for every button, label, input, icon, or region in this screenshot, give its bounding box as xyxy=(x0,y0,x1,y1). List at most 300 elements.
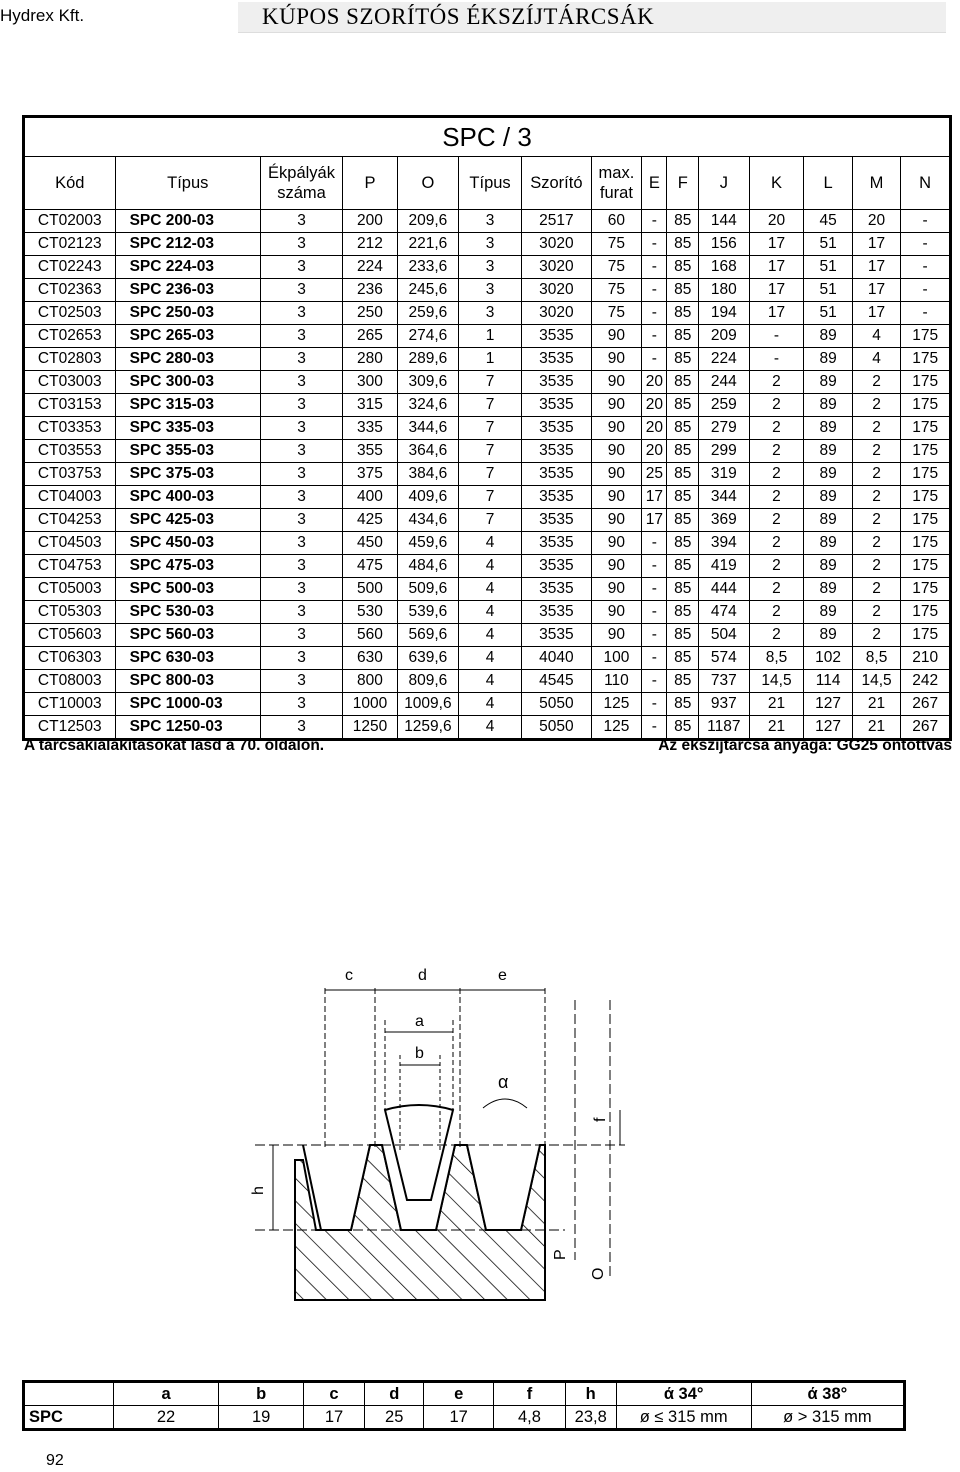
table-cell: 2 xyxy=(852,440,900,463)
table-cell: 102 xyxy=(804,647,852,670)
table-cell: 200 xyxy=(343,210,398,233)
product-code: CT02803 xyxy=(25,348,116,371)
table-cell: 2 xyxy=(749,463,804,486)
table-cell: 85 xyxy=(667,716,699,739)
table-cell: - xyxy=(901,302,950,325)
product-type: SPC 400-03 xyxy=(115,486,260,509)
table-cell: 3535 xyxy=(522,601,592,624)
table-cell: 90 xyxy=(591,532,642,555)
table-row xyxy=(25,578,950,601)
table-cell: - xyxy=(642,210,667,233)
product-code: CT06303 xyxy=(25,647,116,670)
label-e: e xyxy=(498,967,507,984)
table-cell: 444 xyxy=(699,578,750,601)
table-cell: - xyxy=(749,348,804,371)
label-h: h xyxy=(250,1186,267,1195)
table-cell: 2 xyxy=(749,440,804,463)
table-cell: 60 xyxy=(591,210,642,233)
table-cell: 1000 xyxy=(343,693,398,716)
table-cell: 85 xyxy=(667,302,699,325)
table-cell: 89 xyxy=(804,601,852,624)
table-cell: 45 xyxy=(804,210,852,233)
table-cell: 168 xyxy=(699,256,750,279)
table-cell: 2517 xyxy=(522,210,592,233)
table-cell: 85 xyxy=(667,233,699,256)
table-cell: 17 xyxy=(749,233,804,256)
table-cell: 85 xyxy=(667,601,699,624)
table-row xyxy=(25,670,950,693)
label-d: d xyxy=(418,967,427,984)
page-number: 92 xyxy=(46,1452,64,1469)
table-cell: 51 xyxy=(804,302,852,325)
table-cell: 85 xyxy=(667,371,699,394)
table-row xyxy=(25,509,950,532)
table-cell: 1250 xyxy=(343,716,398,739)
dimension-value: 17 xyxy=(303,1406,364,1429)
table-cell: 90 xyxy=(591,325,642,348)
table-cell: 17 xyxy=(852,302,900,325)
table-cell: - xyxy=(642,578,667,601)
table-cell: 85 xyxy=(667,394,699,417)
table-cell: 175 xyxy=(901,463,950,486)
table-cell: 89 xyxy=(804,532,852,555)
table-cell: - xyxy=(642,624,667,647)
table-cell: 280 xyxy=(343,348,398,371)
table-cell: 384,6 xyxy=(397,463,458,486)
column-header: Típus xyxy=(458,157,521,210)
table-group-title: SPC / 3 xyxy=(25,118,950,157)
table-row xyxy=(25,348,950,371)
table-cell: 3 xyxy=(260,371,342,394)
table-cell: 267 xyxy=(901,693,950,716)
table-cell: 175 xyxy=(901,325,950,348)
table-cell: 1259,6 xyxy=(397,716,458,739)
table-cell: 3 xyxy=(458,233,521,256)
dimension-value: 17 xyxy=(424,1406,494,1429)
product-type: SPC 315-03 xyxy=(115,394,260,417)
table-cell: 20 xyxy=(642,417,667,440)
table-cell: 175 xyxy=(901,624,950,647)
table-cell: 259 xyxy=(699,394,750,417)
product-code: CT02503 xyxy=(25,302,116,325)
table-row xyxy=(25,210,950,233)
dimension-value: 19 xyxy=(219,1406,304,1429)
table-cell: 90 xyxy=(591,440,642,463)
table-cell: 2 xyxy=(852,578,900,601)
table-cell: 7 xyxy=(458,440,521,463)
table-cell: 90 xyxy=(591,348,642,371)
product-code: CT03553 xyxy=(25,440,116,463)
table-cell: 4 xyxy=(458,555,521,578)
table-cell: 8,5 xyxy=(749,647,804,670)
table-cell: - xyxy=(642,348,667,371)
table-cell: 3020 xyxy=(522,256,592,279)
table-cell: 2 xyxy=(852,509,900,532)
dimension-header: a xyxy=(113,1383,219,1406)
table-cell: 175 xyxy=(901,371,950,394)
table-row xyxy=(25,256,950,279)
table-cell: - xyxy=(642,670,667,693)
table-cell: 175 xyxy=(901,578,950,601)
table-cell: 4 xyxy=(458,716,521,739)
dimension-value: 25 xyxy=(365,1406,424,1429)
table-cell: 3 xyxy=(260,348,342,371)
table-cell: 89 xyxy=(804,509,852,532)
dimension-header xyxy=(25,1383,114,1406)
dimension-header-row xyxy=(25,1383,904,1406)
table-cell: - xyxy=(642,233,667,256)
product-code: CT05303 xyxy=(25,601,116,624)
table-cell: 7 xyxy=(458,394,521,417)
table-cell: 175 xyxy=(901,509,950,532)
product-type: SPC 475-03 xyxy=(115,555,260,578)
dimension-header: e xyxy=(424,1383,494,1406)
table-cell: - xyxy=(642,279,667,302)
product-code: CT04503 xyxy=(25,532,116,555)
product-type: SPC 236-03 xyxy=(115,279,260,302)
table-cell: 2 xyxy=(749,486,804,509)
table-row xyxy=(25,601,950,624)
table-cell: 2 xyxy=(749,555,804,578)
groove-dimension-table xyxy=(24,1382,904,1429)
note-material: Az ékszíjtárcsa anyaga: GG25 öntöttvas xyxy=(658,737,952,754)
table-cell: 3 xyxy=(260,463,342,486)
table-cell: 1187 xyxy=(699,716,750,739)
table-cell: 125 xyxy=(591,693,642,716)
table-cell: 25 xyxy=(642,463,667,486)
table-cell: 369 xyxy=(699,509,750,532)
table-cell: 2 xyxy=(749,509,804,532)
product-code: CT02243 xyxy=(25,256,116,279)
table-cell: - xyxy=(901,279,950,302)
table-cell: 2 xyxy=(749,624,804,647)
table-cell: 89 xyxy=(804,555,852,578)
column-header: Ékpályák száma xyxy=(260,157,342,210)
table-cell: 3 xyxy=(260,486,342,509)
table-cell: - xyxy=(642,302,667,325)
table-cell: 4 xyxy=(458,647,521,670)
table-cell: 90 xyxy=(591,509,642,532)
table-cell: 3020 xyxy=(522,233,592,256)
table-cell: 85 xyxy=(667,578,699,601)
table-cell: 3535 xyxy=(522,417,592,440)
table-cell: 4 xyxy=(852,348,900,371)
table-cell: 125 xyxy=(591,716,642,739)
table-cell: - xyxy=(901,256,950,279)
table-cell: 3020 xyxy=(522,302,592,325)
column-header: O xyxy=(397,157,458,210)
table-cell: 3 xyxy=(260,509,342,532)
table-cell: 14,5 xyxy=(749,670,804,693)
table-cell: 3020 xyxy=(522,279,592,302)
table-cell: 175 xyxy=(901,532,950,555)
table-cell: 85 xyxy=(667,670,699,693)
table-cell: - xyxy=(642,532,667,555)
table-cell: 7 xyxy=(458,486,521,509)
table-cell: 1009,6 xyxy=(397,693,458,716)
table-cell: 2 xyxy=(852,394,900,417)
table-cell: - xyxy=(642,256,667,279)
table-row xyxy=(25,624,950,647)
table-cell: 85 xyxy=(667,509,699,532)
table-cell: 375 xyxy=(343,463,398,486)
table-cell: 1 xyxy=(458,325,521,348)
table-cell: 90 xyxy=(591,624,642,647)
label-alpha: α xyxy=(498,1072,509,1092)
table-cell: 3535 xyxy=(522,624,592,647)
table-cell: - xyxy=(642,601,667,624)
table-cell: 500 xyxy=(343,578,398,601)
table-cell: 17 xyxy=(642,486,667,509)
table-cell: 144 xyxy=(699,210,750,233)
table-cell: 2 xyxy=(852,555,900,578)
column-header: F xyxy=(667,157,699,210)
column-header: J xyxy=(699,157,750,210)
table-cell: 3535 xyxy=(522,578,592,601)
table-cell: 20 xyxy=(642,371,667,394)
table-cell: 89 xyxy=(804,394,852,417)
table-cell: 2 xyxy=(749,532,804,555)
product-code: CT12503 xyxy=(25,716,116,739)
table-cell: 5050 xyxy=(522,716,592,739)
company-name: Hydrex Kft. xyxy=(0,6,85,25)
table-cell: 274,6 xyxy=(397,325,458,348)
table-cell: 4545 xyxy=(522,670,592,693)
dimension-value: ø ≤ 315 mm xyxy=(616,1406,751,1429)
table-cell: 355 xyxy=(343,440,398,463)
table-cell: 7 xyxy=(458,371,521,394)
table-cell: 89 xyxy=(804,371,852,394)
table-cell: 3 xyxy=(260,578,342,601)
table-row xyxy=(25,279,950,302)
table-cell: 221,6 xyxy=(397,233,458,256)
column-header: M xyxy=(852,157,900,210)
table-cell: 400 xyxy=(343,486,398,509)
table-cell: 267 xyxy=(901,716,950,739)
table-cell: 3 xyxy=(260,693,342,716)
table-row xyxy=(25,647,950,670)
table-row xyxy=(25,716,950,739)
table-cell: 2 xyxy=(749,394,804,417)
product-code: CT02653 xyxy=(25,325,116,348)
product-code: CT02363 xyxy=(25,279,116,302)
label-a: a xyxy=(415,1013,424,1030)
table-cell: 89 xyxy=(804,486,852,509)
table-cell: 3535 xyxy=(522,555,592,578)
product-code: CT08003 xyxy=(25,670,116,693)
column-header: E xyxy=(642,157,667,210)
table-cell: 3 xyxy=(458,210,521,233)
table-cell: 20 xyxy=(642,440,667,463)
product-type: SPC 280-03 xyxy=(115,348,260,371)
table-cell: 75 xyxy=(591,302,642,325)
table-cell: 75 xyxy=(591,279,642,302)
table-cell: 425 xyxy=(343,509,398,532)
product-type: SPC 1000-03 xyxy=(115,693,260,716)
product-type: SPC 800-03 xyxy=(115,670,260,693)
table-cell: 85 xyxy=(667,417,699,440)
table-cell: 937 xyxy=(699,693,750,716)
table-cell: 630 xyxy=(343,647,398,670)
table-cell: 4 xyxy=(458,670,521,693)
product-type: SPC 300-03 xyxy=(115,371,260,394)
table-cell: 3 xyxy=(260,325,342,348)
table-cell: 3 xyxy=(260,555,342,578)
table-row xyxy=(25,417,950,440)
table-cell: - xyxy=(901,210,950,233)
table-cell: 3 xyxy=(260,394,342,417)
table-cell: 89 xyxy=(804,578,852,601)
table-cell: 21 xyxy=(852,693,900,716)
table-cell: 3 xyxy=(260,279,342,302)
product-code: CT05603 xyxy=(25,624,116,647)
label-O: O xyxy=(590,1267,607,1280)
dimension-header: c xyxy=(303,1383,364,1406)
table-cell: 3 xyxy=(260,302,342,325)
table-cell: 175 xyxy=(901,348,950,371)
column-header: max. furat xyxy=(591,157,642,210)
table-cell: 17 xyxy=(852,279,900,302)
table-cell: 4040 xyxy=(522,647,592,670)
table-cell: 259,6 xyxy=(397,302,458,325)
table-cell: 85 xyxy=(667,486,699,509)
table-cell: 194 xyxy=(699,302,750,325)
table-cell: 364,6 xyxy=(397,440,458,463)
table-cell: - xyxy=(901,233,950,256)
table-cell: 450 xyxy=(343,532,398,555)
product-type: SPC 450-03 xyxy=(115,532,260,555)
table-cell: 17 xyxy=(642,509,667,532)
table-cell: 2 xyxy=(852,463,900,486)
table-cell: 335 xyxy=(343,417,398,440)
table-cell: - xyxy=(642,647,667,670)
table-cell: 509,6 xyxy=(397,578,458,601)
table-cell: 4 xyxy=(458,624,521,647)
table-cell: 51 xyxy=(804,256,852,279)
table-cell: 89 xyxy=(804,624,852,647)
table-cell: 3535 xyxy=(522,440,592,463)
table-cell: 3 xyxy=(458,302,521,325)
dimension-header: ά 34° xyxy=(616,1383,751,1406)
table-cell: 245,6 xyxy=(397,279,458,302)
dimension-value: 22 xyxy=(113,1406,219,1429)
table-cell: 569,6 xyxy=(397,624,458,647)
table-cell: 2 xyxy=(852,371,900,394)
table-cell: 85 xyxy=(667,348,699,371)
table-cell: 224 xyxy=(343,256,398,279)
table-cell: 3535 xyxy=(522,463,592,486)
table-cell: 20 xyxy=(642,394,667,417)
product-type: SPC 335-03 xyxy=(115,417,260,440)
table-cell: 89 xyxy=(804,440,852,463)
column-header: Kód xyxy=(25,157,116,210)
table-cell: 2 xyxy=(852,486,900,509)
table-cell: 3 xyxy=(260,624,342,647)
product-code: CT04253 xyxy=(25,509,116,532)
table-cell: 3 xyxy=(260,417,342,440)
table-cell: 2 xyxy=(852,624,900,647)
product-code: CT03153 xyxy=(25,394,116,417)
table-cell: 3535 xyxy=(522,325,592,348)
table-cell: 17 xyxy=(749,279,804,302)
table-cell: - xyxy=(749,325,804,348)
product-type: SPC 375-03 xyxy=(115,463,260,486)
product-code: CT03753 xyxy=(25,463,116,486)
column-header: N xyxy=(901,157,950,210)
column-header: K xyxy=(749,157,804,210)
table-cell: 8,5 xyxy=(852,647,900,670)
table-cell: 530 xyxy=(343,601,398,624)
table-cell: 85 xyxy=(667,555,699,578)
product-type: SPC 425-03 xyxy=(115,509,260,532)
table-cell: 2 xyxy=(852,532,900,555)
table-cell: 344 xyxy=(699,486,750,509)
table-cell: 175 xyxy=(901,394,950,417)
table-row xyxy=(25,463,950,486)
table-cell: 265 xyxy=(343,325,398,348)
table-cell: 475 xyxy=(343,555,398,578)
table-cell: 175 xyxy=(901,486,950,509)
table-cell: 3 xyxy=(260,716,342,739)
table-cell: 4 xyxy=(458,532,521,555)
product-type: SPC 530-03 xyxy=(115,601,260,624)
table-cell: 3 xyxy=(260,647,342,670)
product-table-wrapper xyxy=(22,115,952,741)
table-cell: 90 xyxy=(591,601,642,624)
table-cell: 110 xyxy=(591,670,642,693)
table-cell: - xyxy=(642,325,667,348)
table-cell: 800 xyxy=(343,670,398,693)
product-type: SPC 355-03 xyxy=(115,440,260,463)
product-type: SPC 224-03 xyxy=(115,256,260,279)
table-cell: 100 xyxy=(591,647,642,670)
table-row xyxy=(25,693,950,716)
table-row xyxy=(25,440,950,463)
dimension-value: 23,8 xyxy=(565,1406,616,1429)
table-cell: 210 xyxy=(901,647,950,670)
table-cell: 89 xyxy=(804,417,852,440)
table-cell: 21 xyxy=(749,716,804,739)
table-cell: 4 xyxy=(458,578,521,601)
dimension-header: f xyxy=(494,1383,566,1406)
dimension-header: d xyxy=(365,1383,424,1406)
table-cell: 315 xyxy=(343,394,398,417)
table-cell: 85 xyxy=(667,256,699,279)
column-header: Típus xyxy=(115,157,260,210)
table-header-row xyxy=(25,157,950,210)
table-cell: 3535 xyxy=(522,394,592,417)
product-code: CT03353 xyxy=(25,417,116,440)
table-cell: 85 xyxy=(667,325,699,348)
table-cell: 309,6 xyxy=(397,371,458,394)
table-cell: 85 xyxy=(667,624,699,647)
table-cell: 20 xyxy=(749,210,804,233)
groove-profile-diagram xyxy=(235,960,635,1330)
table-cell: 17 xyxy=(852,256,900,279)
product-type: SPC 265-03 xyxy=(115,325,260,348)
table-cell: 299 xyxy=(699,440,750,463)
table-cell: 90 xyxy=(591,555,642,578)
label-f: f xyxy=(592,1117,609,1122)
table-cell: 3535 xyxy=(522,348,592,371)
table-cell: - xyxy=(642,693,667,716)
table-cell: 90 xyxy=(591,578,642,601)
table-cell: 90 xyxy=(591,417,642,440)
column-header: L xyxy=(804,157,852,210)
table-cell: 474 xyxy=(699,601,750,624)
table-cell: 85 xyxy=(667,532,699,555)
product-type: SPC 630-03 xyxy=(115,647,260,670)
